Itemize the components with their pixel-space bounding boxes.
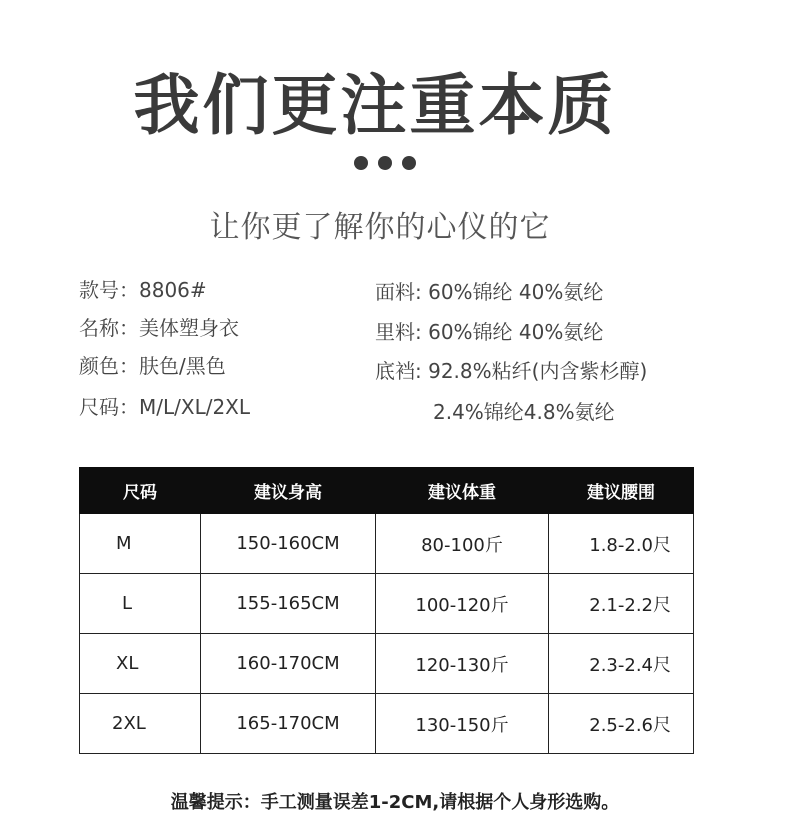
cell-weight: 80-100斤	[376, 514, 549, 574]
spec-item-lining	[375, 316, 603, 345]
cell-waist: 2.3-2.4尺	[549, 634, 694, 694]
spec-value: 60%锦纶 40%氨纶	[428, 320, 604, 344]
header-size: 尺码	[80, 468, 201, 514]
size-table	[79, 467, 694, 754]
cell-height: 150-160CM	[201, 514, 376, 574]
spec-item-crotch	[375, 355, 647, 384]
header-waist: 建议腰围	[549, 468, 694, 514]
header-weight: 建议体重	[376, 468, 549, 514]
dot-icon	[354, 156, 368, 170]
cell-size: 2XL	[80, 694, 201, 754]
cell-size: L	[80, 574, 201, 634]
spec-item-name	[79, 312, 239, 341]
cell-height: 165-170CM	[201, 694, 376, 754]
cell-size: M	[80, 514, 201, 574]
spec-item-color	[79, 350, 226, 379]
dot-icon	[378, 156, 392, 170]
spec-label: 颜色：	[79, 354, 139, 378]
measurement-tip: 温馨提示：手工测量误差1-2CM,请根据个人身形选购。	[170, 792, 620, 813]
cell-weight: 120-130斤	[376, 634, 549, 694]
dots-divider	[0, 156, 770, 170]
spec-label: 底裆:	[375, 359, 429, 383]
cell-weight: 100-120斤	[376, 574, 549, 634]
spec-value: 92.8%粘纤(内含紫杉醇)	[428, 359, 648, 383]
spec-value: 60%锦纶 40%氨纶	[428, 280, 604, 304]
page-subtitle: 让你更了解你的心仪的它	[209, 210, 551, 245]
cell-waist: 1.8-2.0尺	[549, 514, 694, 574]
spec-value: 美体塑身衣	[139, 316, 239, 340]
table-row	[80, 694, 694, 754]
spec-value: 肤色/黑色	[139, 354, 226, 378]
spec-label: 尺码：	[79, 395, 139, 419]
dot-icon	[402, 156, 416, 170]
table-row	[80, 634, 694, 694]
spec-value: 2.4%锦纶4.8%氨纶	[433, 400, 615, 424]
spec-label: 里料:	[375, 320, 429, 344]
header-height: 建议身高	[201, 468, 376, 514]
cell-waist: 2.1-2.2尺	[549, 574, 694, 634]
spec-label: 面料:	[375, 280, 429, 304]
table-row	[80, 514, 694, 574]
spec-item-model	[79, 274, 207, 303]
cell-height: 155-165CM	[201, 574, 376, 634]
spec-label: 款号：	[79, 278, 139, 302]
spec-value: 8806#	[139, 278, 207, 302]
cell-waist: 2.5-2.6尺	[549, 694, 694, 754]
spec-item-fabric	[375, 276, 603, 305]
cell-weight: 130-150斤	[376, 694, 549, 754]
spec-item-crotch-extra	[433, 396, 615, 425]
spec-item-size	[79, 391, 250, 420]
spec-value: M/L/XL/2XL	[139, 395, 251, 419]
cell-size: XL	[80, 634, 201, 694]
table-row	[80, 574, 694, 634]
cell-height: 160-170CM	[201, 634, 376, 694]
size-table-header	[80, 468, 694, 514]
page-title: 我们更注重本质	[133, 67, 617, 144]
spec-label: 名称：	[79, 316, 139, 340]
